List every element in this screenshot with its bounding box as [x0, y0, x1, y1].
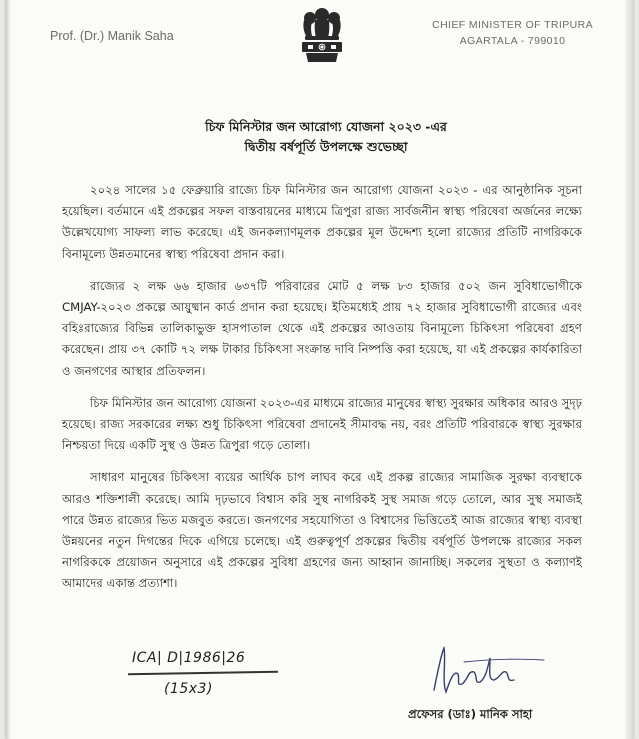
letterhead-office [432, 17, 593, 49]
page-edge [6, 0, 10, 739]
letter-body [62, 180, 582, 606]
paragraph-3: চিফ মিনিস্টার জন আরোগ্য যোজনা ২০২৩-এর মাধ্যমে রাজ্যের মানুষের স্বাস্থ্য সুরক্ষার অধিকার আরও সুদৃঢ় হয়েছে। রাজ্য সরকারের লক্ষ্য শুধু চিকিৎসা পরিষেবা প্রদানেই সীমাবদ্ধ নয়, বরং প্রতিটি পরিবারকে স্বাস্থ্য সুরক্ষার নিশ্চয়তা দিয়ে একটি সুস্থ ও উন্নত ত্রিপুরা গড়ে তোলা। [62, 395, 582, 453]
office-address: AGARTALA - 799010 [459, 35, 566, 47]
title-line-2: দ্বিতীয় বর্ষপূর্তি উপলক্ষে শুভেচ্ছা [244, 139, 408, 154]
signatory-name: প্রফেসর (ডাঃ) মানিক সাহা [408, 707, 533, 721]
ashoka-emblem-icon [296, 6, 348, 80]
office-title: CHIEF MINISTER OF TRIPURA [432, 19, 593, 31]
handwritten-signature-icon [424, 640, 564, 700]
title-line-1: চিফ মিনিস্টার জন আরোগ্য যোজনা ২০২৩ -এর [205, 119, 447, 134]
reference-number: ICA| D|1986|26 [132, 650, 246, 666]
letter-title [66, 117, 586, 157]
paragraph-4: সাধারণ মানুষের চিকিৎসা ব্যয়ের আর্থিক চাপ লাঘব করে এই প্রকল্প রাজ্যের সামাজিক সুরক্ষা ব্যবস্থাকে আরও শক্তিশালী করেছে। আমি দৃঢ়ভাবে বিশ্বাস করি সুস্থ নাগরিকই সুস্থ সমাজ গড়ে তোলে, আর সুস্থ সমাজই পারে উন্নত রাজ্যের ভিত মজবুত করতে। জনগণের সহযোগিতা ও বিশ্বাসের ভিত্তিতেই আজ রাজ্যের স্বাস্থ্য ব্যবস্থা উন্নয়নের নতুন দিগন্তের দিকে এগিয়ে চলেছে। এই গুরুত্বপূর্ণ প্রকল্পের দ্বিতীয় বর্ষপূর্তি উপলক্ষে রাজ্যের সকল নাগরিককে প্রয়োজন অনুসারে এই প্রকল্পের সুবিধা গ্রহণের জন্য আহ্বান জানাচ্ছি। সকলের সুস্থতা ও কল্যাণই আমাদের একান্ত প্রত্যাশা। [62, 470, 582, 591]
reference-underline [128, 671, 278, 675]
letterhead-name: Prof. (Dr.) Manik Saha [50, 29, 174, 43]
paragraph-1: ২০২৪ সালের ১৫ ফেব্রুয়ারি রাজ্যে চিফ মিনিস্টার জন আরোগ্য যোজনা ২০২৩ - এর আনুষ্ঠানিক সূচনা হয়েছিল। বর্তমানে এই প্রকল্পের সফল বাস্তবায়নের মাধ্যমে ত্রিপুরা রাজ্য সার্বজনীন স্বাস্থ্য পরিষেবা অর্জনের লক্ষ্যে উল্লেখযোগ্য সাফল্য লাভ করেছে। এই জনকল্যাণমূলক প্রকল্পের মূল উদ্দেশ্য হলো রাজ্যের প্রতিটি নাগরিককে বিনামূল্যে উন্নতমানের স্বাস্থ্য পরিষেবা প্রদান করা। [62, 183, 582, 261]
letter-sheet [6, 0, 633, 739]
page-edge-shadow [625, 0, 633, 739]
paragraph-2: রাজ্যের ২ লক্ষ ৬৬ হাজার ৬৩৭টি পরিবারের মোট ৫ লক্ষ ৮৩ হাজার ৫০২ জন সুবিধাভোগীকে CMJAY-২০২৩ প্রকল্পে আয়ুষ্মান কার্ড প্রদান করা হয়েছে। ইতিমধ্যেই প্রায় ৭২ হাজার সুবিধাভোগী রাজ্যের এবং বহিঃরাজ্যের বিভিন্ন তালিকাভুক্ত হাসপাতাল থেকে এই প্রকল্পের আওতায় বিনামূল্যে চিকিৎসা পরিষেবা গ্রহণ করেছেন। প্রায় ৩৭ কোটি ৭২ লক্ষ টাকার চিকিৎসা সংক্রান্ত দাবি নিষ্পত্তি করা হয়েছে, যা এই প্রকল্পের কার্যকারিতা ও জনগণের আস্থার প্রতিফলন। [62, 278, 582, 378]
reference-sub: (15x3) [164, 681, 213, 697]
